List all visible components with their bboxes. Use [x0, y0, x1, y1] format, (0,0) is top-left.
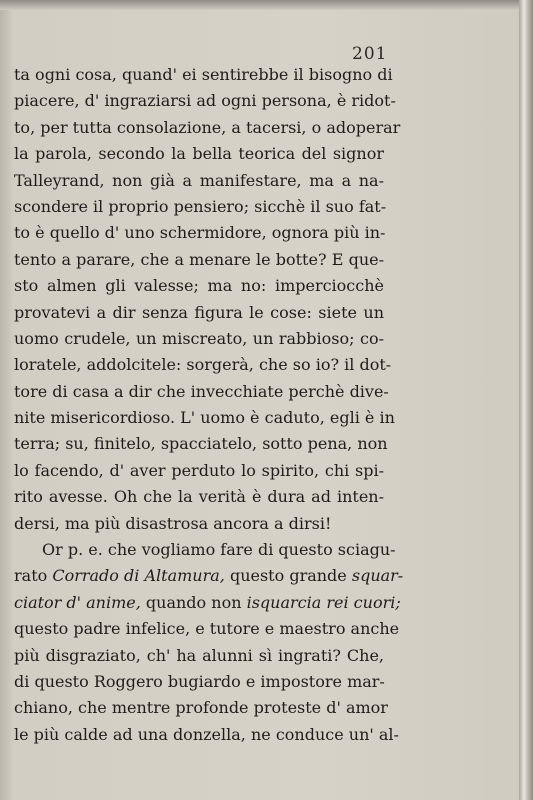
italic-text-segment: ciator d' anime, — [14, 592, 141, 612]
text-segment: chiano, che mentre profonde proteste d' amor — [14, 698, 388, 718]
text-line — [14, 326, 384, 352]
text-line — [14, 141, 384, 167]
text-segment: uomo crudele, un miscreato, un rabbioso; co- — [14, 328, 384, 348]
page-top-shadow — [0, 0, 533, 10]
text-segment: di questo Roggero bugiardo e impostore mar- — [14, 671, 385, 691]
text-segment: la parola, secondo la bella teorica del signor — [14, 144, 384, 164]
text-line — [14, 722, 399, 748]
text-segment: provatevi a dir senza figura le cose: siete un — [14, 302, 384, 322]
text-segment: dersi, ma più disastrosa ancora a dirsi! — [14, 513, 332, 533]
text-line — [14, 484, 384, 510]
text-segment: to, per tutta consolazione, a tacersi, o adoperar — [14, 117, 401, 137]
text-line — [14, 590, 401, 616]
text-line — [14, 168, 384, 194]
text-segment: lo facendo, d' aver perduto lo spirito, chi spi- — [14, 460, 384, 480]
text-segment: quando non — [140, 592, 247, 612]
text-line — [14, 300, 384, 326]
text-segment: piacere, d' ingraziarsi ad ogni persona, è ridot- — [14, 91, 396, 111]
text-segment: questo padre infelice, e tutore e maestro anche — [14, 619, 400, 639]
text-segment: scondere il proprio pensiero; sicchè il suo fat- — [14, 196, 387, 216]
text-line — [14, 695, 388, 721]
italic-text-segment: squar- — [351, 566, 404, 586]
text-line — [14, 247, 384, 273]
text-segment: tento a parare, che a menare le botte? E que- — [14, 249, 384, 269]
text-line — [14, 115, 401, 141]
text-line — [14, 379, 389, 405]
text-segment: rato — [14, 566, 53, 586]
text-segment: ta ogni cosa, quand' ei sentirebbe il bisogno di — [14, 65, 393, 84]
text-line — [14, 669, 384, 695]
text-segment: più disgraziato, ch' ha alunni sì ingrati? Che, — [14, 645, 384, 665]
text-segment: Talleyrand, non già a manifestare, ma a na- — [14, 170, 384, 190]
text-line — [14, 62, 393, 88]
text-segment: le più calde ad una donzella, ne conduce un' al- — [14, 724, 399, 744]
italic-text-segment: isquarcia rei cuori; — [246, 592, 401, 612]
text-line — [14, 273, 384, 299]
text-line — [14, 352, 392, 378]
text-line — [14, 220, 384, 246]
text-segment: rito avesse. Oh che la verità è dura ad inten- — [14, 487, 384, 507]
italic-text-segment: Corrado di Altamura, — [52, 566, 225, 586]
text-line — [14, 511, 384, 537]
text-segment: loratele, addolcitele: sorgerà, che so io? il dot- — [14, 355, 392, 375]
text-segment: nite misericordioso. L' uomo è caduto, egli è in — [14, 408, 395, 428]
text-segment: Or p. e. che vogliamo fare di questo sciagu- — [42, 540, 396, 560]
text-segment: to è quello d' uno schermidore, ognora più in- — [14, 223, 386, 243]
text-segment: questo grande — [224, 566, 352, 586]
text-line — [14, 458, 384, 484]
text-line — [14, 537, 396, 563]
text-line — [14, 616, 400, 642]
text-line — [14, 88, 396, 114]
text-line — [14, 431, 388, 457]
page-number: 201 — [352, 44, 388, 64]
text-line — [14, 563, 404, 589]
text-line — [14, 643, 384, 669]
text-segment: terra; su, finitelo, spacciatelo, sotto pena, non — [14, 434, 388, 454]
text-line — [14, 194, 387, 220]
text-segment: tore di casa a dir che invecchiate perchè dive- — [14, 381, 389, 401]
text-segment: sto almen gli valesse; ma no: imperciocchè — [14, 276, 384, 296]
page-right-edge — [519, 0, 533, 800]
text-line — [14, 405, 395, 431]
body-text — [14, 62, 404, 748]
